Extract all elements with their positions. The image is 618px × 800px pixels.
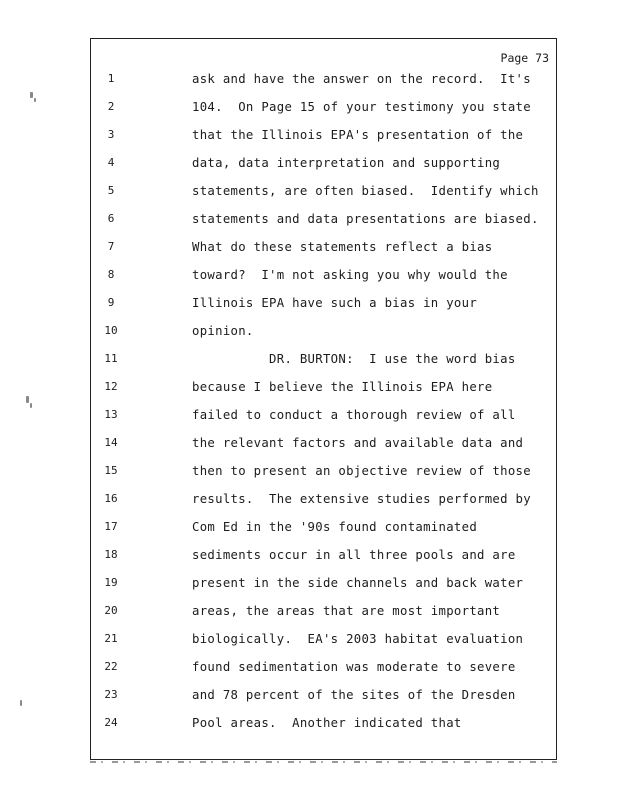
line-number: 17 xyxy=(104,520,118,533)
line-number: 2 xyxy=(107,100,115,113)
transcript-line xyxy=(91,352,556,372)
line-number: 10 xyxy=(104,324,118,337)
line-text: found sedimentation was moderate to severe xyxy=(192,660,516,674)
line-number: 14 xyxy=(104,436,118,449)
line-text: Com Ed in the '90s found contaminated xyxy=(192,520,478,534)
line-text: failed to conduct a thorough review of all xyxy=(192,408,516,422)
transcript-line xyxy=(91,100,556,120)
line-text: ask and have the answer on the record. It's xyxy=(192,72,531,86)
line-text: statements, are often biased. Identify which xyxy=(192,184,539,198)
line-text: DR. BURTON: I use the word bias xyxy=(192,352,516,366)
line-text: opinion. xyxy=(192,324,254,338)
line-number: 18 xyxy=(104,548,118,561)
line-number: 20 xyxy=(104,604,118,617)
scan-speck xyxy=(30,403,32,408)
transcript-line xyxy=(91,576,556,596)
line-number: 9 xyxy=(107,296,115,309)
transcript-line xyxy=(91,240,556,260)
transcript-line xyxy=(91,268,556,288)
line-text: then to present an objective review of those xyxy=(192,464,531,478)
transcript-line xyxy=(91,688,556,708)
transcript-line xyxy=(91,184,556,204)
transcript-line xyxy=(91,492,556,512)
transcript-line xyxy=(91,520,556,540)
line-number: 7 xyxy=(107,240,115,253)
line-text: results. The extensive studies performed by xyxy=(192,492,531,506)
transcript-line xyxy=(91,380,556,400)
line-number: 16 xyxy=(104,492,118,505)
transcript-line xyxy=(91,408,556,428)
line-number: 23 xyxy=(104,688,118,701)
line-number: 19 xyxy=(104,576,118,589)
line-number: 8 xyxy=(107,268,115,281)
line-text: and 78 percent of the sites of the Dresden xyxy=(192,688,516,702)
line-number: 3 xyxy=(107,128,115,141)
line-number: 11 xyxy=(104,352,118,365)
line-text: statements and data presentations are biased. xyxy=(192,212,539,226)
line-number: 15 xyxy=(104,464,118,477)
line-text: What do these statements reflect a bias xyxy=(192,240,493,254)
line-text: data, data interpretation and supporting xyxy=(192,156,501,170)
line-text: Illinois EPA have such a bias in your xyxy=(192,296,478,310)
transcript-line xyxy=(91,156,556,176)
transcript-line xyxy=(91,716,556,736)
transcript-line xyxy=(91,548,556,568)
transcript-line xyxy=(91,632,556,652)
scan-noise xyxy=(90,761,557,763)
line-number: 6 xyxy=(107,212,115,225)
transcript-line xyxy=(91,128,556,148)
line-text: sediments occur in all three pools and are xyxy=(192,548,516,562)
line-text: areas, the areas that are most important xyxy=(192,604,501,618)
line-text: biologically. EA's 2003 habitat evaluation xyxy=(192,632,524,646)
line-number: 24 xyxy=(104,716,118,729)
scan-speck xyxy=(34,98,36,102)
transcript-page xyxy=(90,38,557,760)
scan-speck xyxy=(26,396,29,403)
line-text: 104. On Page 15 of your testimony you state xyxy=(192,100,531,114)
line-number: 22 xyxy=(104,660,118,673)
line-number: 5 xyxy=(107,184,115,197)
scan-speck xyxy=(20,700,22,706)
line-number: 1 xyxy=(107,72,115,85)
line-text: because I believe the Illinois EPA here xyxy=(192,380,493,394)
transcript-line xyxy=(91,296,556,316)
transcript-line xyxy=(91,604,556,624)
line-number: 21 xyxy=(104,632,118,645)
line-text: the relevant factors and available data and xyxy=(192,436,524,450)
page-number: Page 73 xyxy=(500,51,549,65)
transcript-line xyxy=(91,660,556,680)
line-number: 13 xyxy=(104,408,118,421)
transcript-line xyxy=(91,436,556,456)
line-number: 12 xyxy=(104,380,118,393)
line-text: present in the side channels and back water xyxy=(192,576,524,590)
transcript-line xyxy=(91,464,556,484)
line-text: toward? I'm not asking you why would the xyxy=(192,268,508,282)
line-text: Pool areas. Another indicated that xyxy=(192,716,462,730)
line-text: that the Illinois EPA's presentation of the xyxy=(192,128,524,142)
scan-speck xyxy=(30,92,33,98)
transcript-line xyxy=(91,212,556,232)
line-number: 4 xyxy=(107,156,115,169)
transcript-line xyxy=(91,324,556,344)
transcript-line xyxy=(91,72,556,92)
